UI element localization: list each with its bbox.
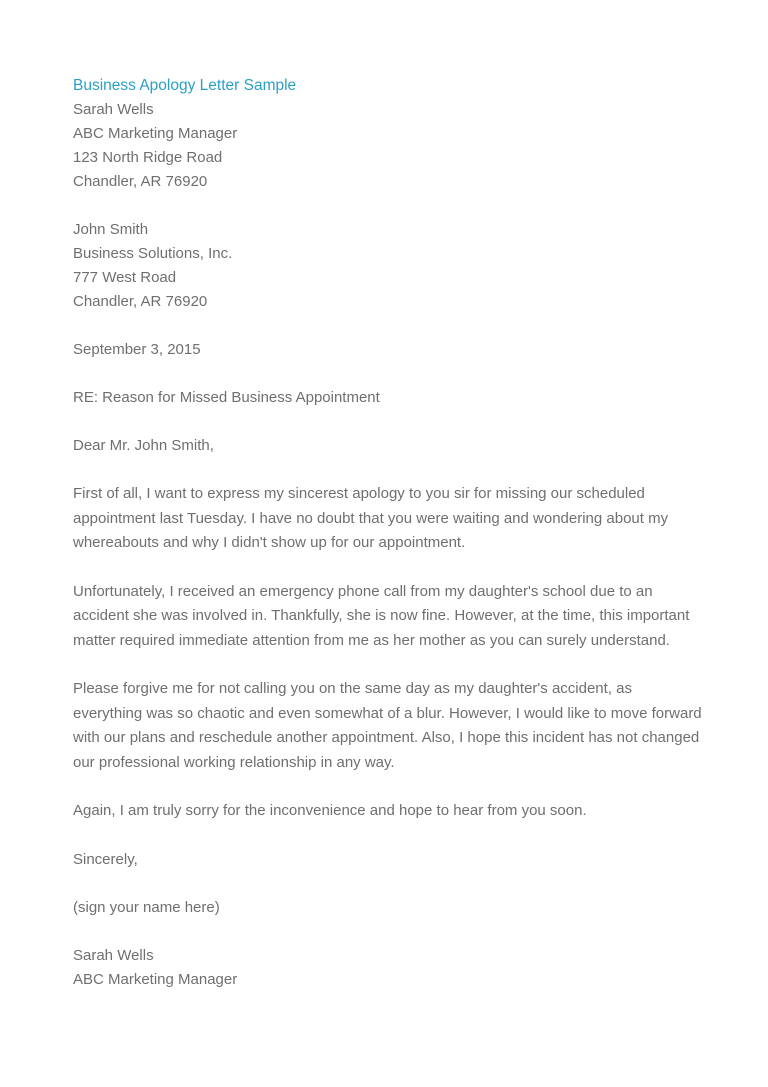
sender-name: Sarah Wells	[73, 101, 154, 118]
subject-line: RE: Reason for Missed Business Appointment	[73, 389, 380, 406]
sender-street: 123 North Ridge Road	[73, 149, 223, 166]
closing: Sincerely,	[73, 850, 138, 868]
recipient-city: Chandler, AR 76920	[73, 293, 208, 310]
sender-role: ABC Marketing Manager	[73, 125, 238, 142]
recipient-street: 777 West Road	[73, 269, 177, 286]
recipient-address-block	[73, 218, 705, 314]
letter-content	[73, 74, 705, 992]
sender-city: Chandler, AR 76920	[73, 173, 208, 190]
letter-title: Business Apology Letter Sample	[73, 77, 297, 94]
recipient-company: Business Solutions, Inc.	[73, 245, 233, 262]
body-paragraph-2: Unfortunately, I received an emergency phone call from my daughter's school due to an accident she was involved in. Thankfully, she is now fine. However, at the time, this important matter required immediate attention from me as her mother as you can surely understand.	[73, 582, 690, 649]
body-paragraph-4: Again, I am truly sorry for the inconvenience and hope to hear from you soon.	[73, 802, 587, 819]
body-paragraph-1: First of all, I want to express my sincerest apology to you sir for missing our scheduled appointment last Tuesday. I have no doubt that you were waiting and wondering about my whereabouts and why I didn't show up for our appointment.	[73, 485, 669, 551]
body-paragraph-3: Please forgive me for not calling you on the same day as my daughter's accident, as everything was so chaotic and even somewhat of a blur. However, I would like to move forward with our plans and reschedule another appointment. Also, I hope this incident has not changed our professional working relationship in any way.	[73, 680, 702, 771]
sender-address-block	[73, 74, 705, 194]
letter-date: September 3, 2015	[73, 341, 201, 358]
recipient-name: John Smith	[73, 221, 149, 238]
signature-placeholder: (sign your name here)	[73, 898, 220, 916]
signature-name: Sarah Wells	[73, 946, 154, 964]
signature-role: ABC Marketing Manager	[73, 970, 238, 988]
signature-block	[73, 944, 705, 992]
salutation: Dear Mr. John Smith,	[73, 437, 214, 454]
